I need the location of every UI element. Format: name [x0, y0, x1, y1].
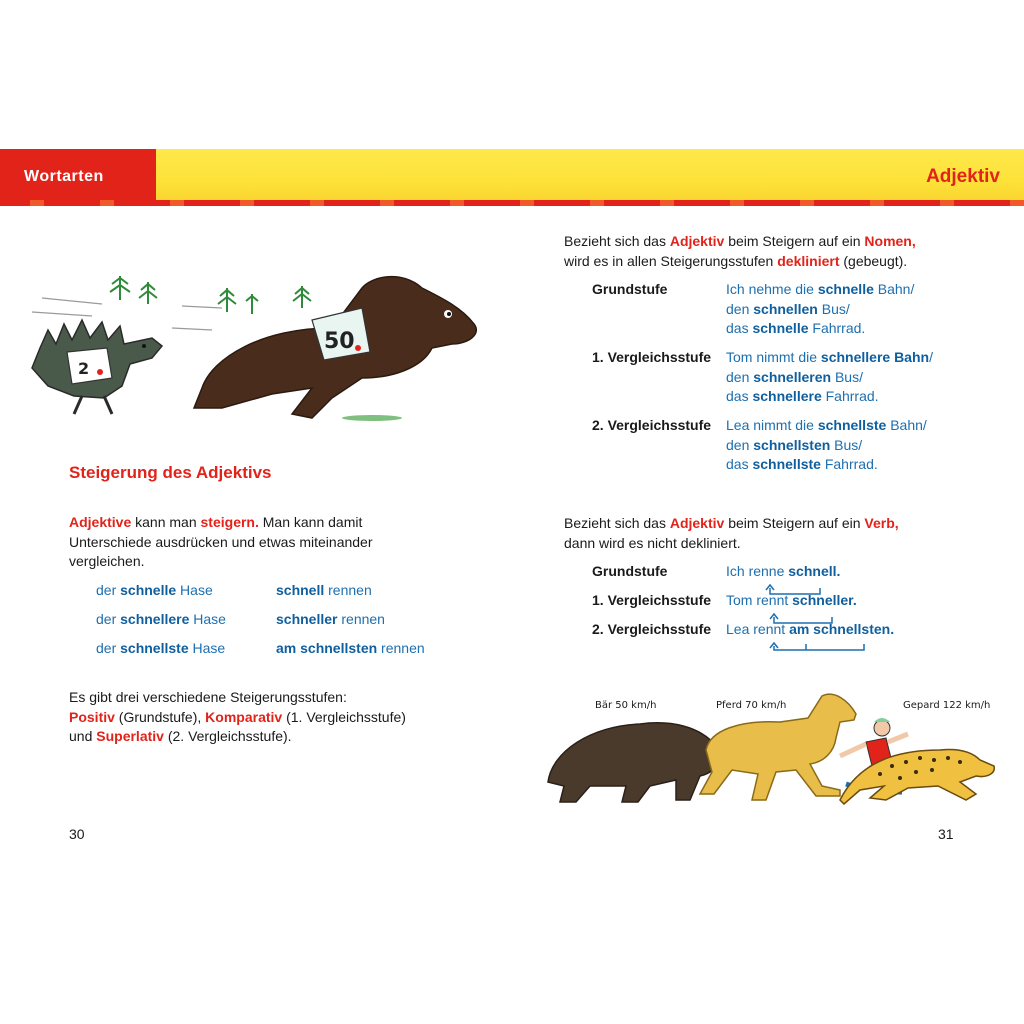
animals-illustration — [540, 690, 1000, 808]
header-band-yellow — [156, 149, 1024, 202]
hare-icon — [194, 277, 476, 421]
noun-row-1: Ich nehme die schnelle Bahn/ den schnellen Bus/ das schnelle Fahrrad. — [726, 281, 915, 336]
hedgehog-hare-illustration — [12, 268, 482, 430]
verb-intro-paragraph: Bezieht sich das Adjektiv beim Steigern auf ein Verb, dann wird es nicht dekliniert. — [564, 515, 899, 551]
page-number-left: 30 — [69, 826, 85, 842]
noun-row-label-3: 2. Vergleichsstufe — [592, 417, 712, 433]
example-verb-1: schnell rennen — [276, 582, 372, 598]
noun-row-label-2: 1. Vergleichsstufe — [592, 349, 712, 365]
example-noun-1: der schnelle Hase — [96, 582, 213, 598]
bear-speed-label: Bär 50 km/h — [595, 700, 657, 711]
example-verb-2: schneller rennen — [276, 611, 385, 627]
section-label: Wortarten — [24, 168, 104, 185]
verb-row-label-2: 1. Vergleichsstufe — [592, 592, 712, 608]
noun-row-label-1: Grundstufe — [592, 281, 668, 297]
svg-text:50: 50 — [324, 329, 355, 354]
svg-text:2: 2 — [78, 359, 90, 378]
cheetah-speed-label: Gepard 122 km/h — [903, 700, 991, 711]
horse-speed-label: Pferd 70 km/h — [716, 700, 787, 711]
hedgehog-icon — [32, 320, 162, 414]
bear-icon — [548, 723, 726, 802]
topic-label: Adjektiv — [926, 166, 1000, 187]
verb-row-1: Ich renne schnell. — [726, 563, 841, 579]
example-noun-2: der schnellere Hase — [96, 611, 226, 627]
horse-icon — [700, 694, 856, 800]
noun-intro-paragraph: Bezieht sich das Adjektiv beim Steigern auf ein Nomen, wird es in allen Steigerungsstufen dekliniert (gebeugt). — [564, 233, 916, 269]
verb-row-2: Tom rennt schneller. — [726, 592, 857, 608]
header-stripe — [0, 200, 1024, 206]
intro-paragraph: Adjektive kann man steigern. Man kann damit Unterschiede ausdrücken und etwas miteinander vergleichen. — [69, 514, 373, 569]
noun-row-2: Tom nimmt die schnellere Bahn/ den schnelleren Bus/ das schnellere Fahrrad. — [726, 349, 933, 404]
example-noun-3: der schnellste Hase — [96, 640, 226, 656]
example-verb-3: am schnellsten rennen — [276, 640, 425, 656]
verb-row-label-3: 2. Vergleichsstufe — [592, 621, 712, 637]
page-number-right: 31 — [938, 826, 954, 842]
verb-bracket-arrows — [760, 578, 870, 652]
levels-paragraph: Es gibt drei verschiedene Steigerungsstufen: Positiv (Grundstufe), Komparativ (1. Vergleichsstufe) und Superlativ (2. Vergleichsstufe). — [69, 689, 406, 744]
verb-row-label-1: Grundstufe — [592, 563, 668, 579]
noun-row-3: Lea nimmt die schnellste Bahn/ den schnellsten Bus/ das schnellste Fahrrad. — [726, 417, 927, 472]
verb-row-3: Lea rennt am schnellsten. — [726, 621, 895, 637]
cheetah-icon — [840, 749, 994, 804]
section-heading: Steigerung des Adjektivs — [69, 463, 272, 482]
